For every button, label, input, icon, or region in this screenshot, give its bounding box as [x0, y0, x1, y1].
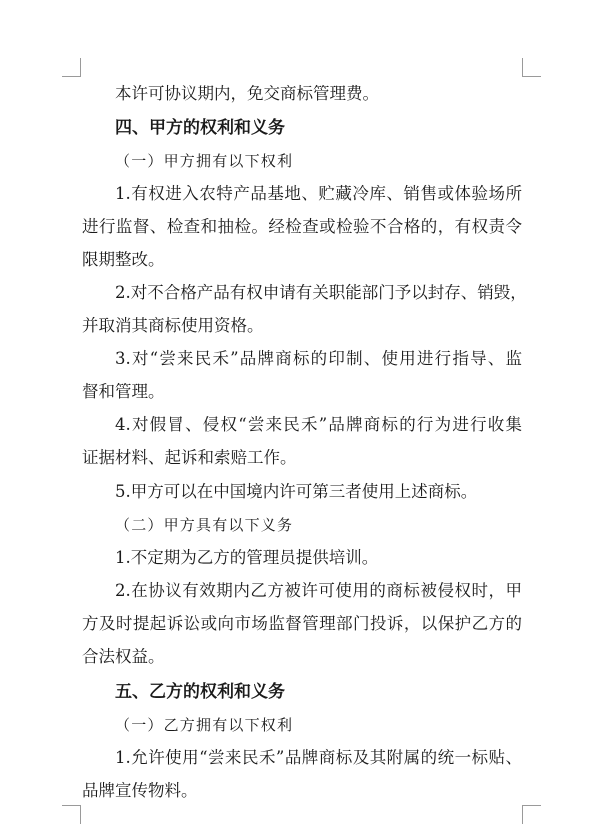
paragraph-line: 1.允许使用“尝来民禾”品牌商标及其附属的统一标贴、 — [115, 748, 522, 767]
paragraph-line: 督和管理。 — [82, 382, 165, 401]
paragraph-line: 证据材料、起诉和索赔工作。 — [82, 448, 297, 467]
subsection-heading: （二）甲方具有以下义务 — [115, 516, 294, 534]
paragraph-line: 2.对不合格产品有权申请有关职能部门予以封存、销毁， — [115, 283, 527, 302]
paragraph-line: 品牌宣传物料。 — [82, 781, 198, 800]
paragraph-line: 2.在协议有效期内乙方被许可使用的商标被侵权时，甲 — [115, 581, 522, 600]
section-heading-5: 五、乙方的权利和义务 — [115, 682, 285, 702]
paragraph-line: 1.有权进入农特产品基地、贮藏冷库、销售或体验场所 — [115, 184, 522, 203]
paragraph-line: 本许可协议期内，免交商标管理费。 — [115, 84, 379, 103]
paragraph-line: 进行监督、检查和抽检。经检查或检验不合格的，有权责令 — [82, 217, 522, 236]
paragraph-line: 5.甲方可以在中国境内许可第三者使用上述商标。 — [115, 482, 478, 501]
paragraph-line: 方及时提起诉讼或向市场监督管理部门投诉，以保护乙方的 — [82, 614, 522, 633]
paragraph-line: 1.不定期为乙方的管理员提供培训。 — [115, 548, 379, 567]
paragraph-line: 并取消其商标使用资格。 — [82, 316, 264, 335]
paragraph-line: 合法权益。 — [82, 647, 165, 666]
paragraph-line: 3.对“尝来民禾”品牌商标的印制、使用进行指导、监 — [115, 349, 522, 368]
margin-corner-bottom-left — [62, 805, 81, 824]
margin-corner-top-right — [522, 58, 541, 77]
section-heading-4: 四、甲方的权利和义务 — [115, 118, 285, 138]
paragraph-line: 限期整改。 — [82, 250, 165, 269]
paragraph-line: 4.对假冒、侵权“尝来民禾”品牌商标的行为进行收集 — [115, 415, 522, 434]
subsection-heading: （一）甲方拥有以下权利 — [115, 152, 294, 170]
subsection-heading: （一）乙方拥有以下权利 — [115, 716, 294, 734]
margin-corner-top-left — [62, 58, 81, 77]
margin-corner-bottom-right — [522, 805, 541, 824]
